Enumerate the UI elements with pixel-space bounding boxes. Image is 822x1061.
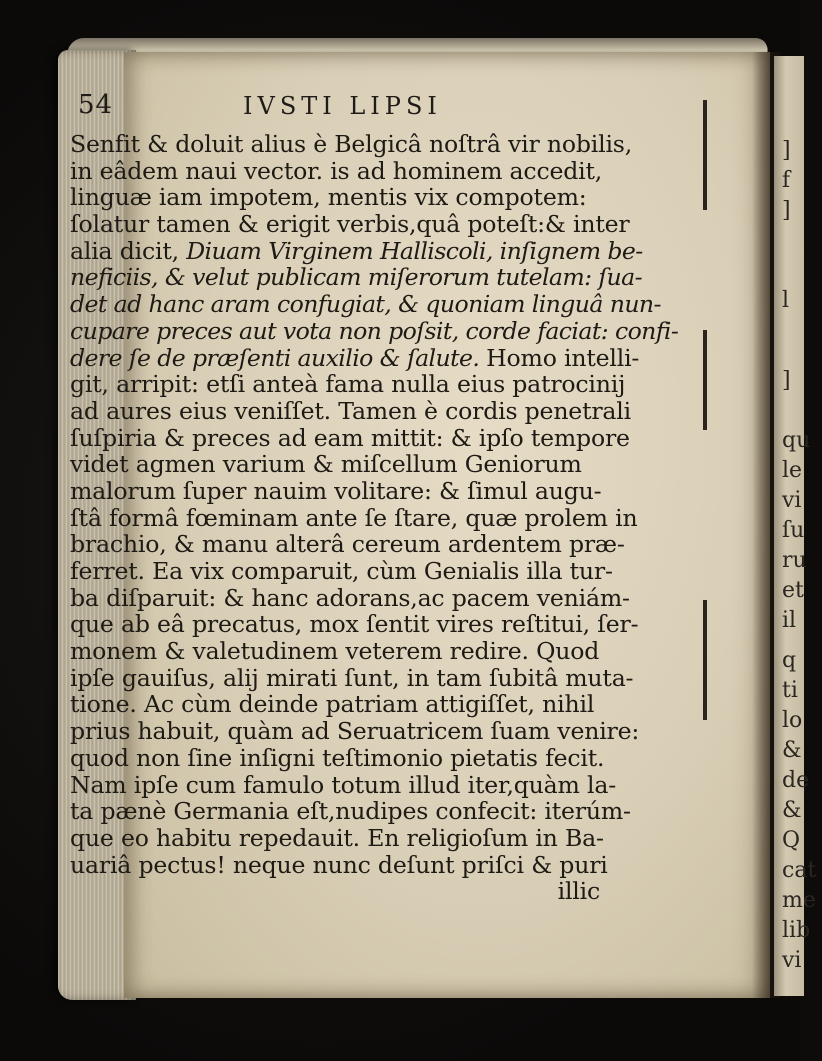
text-segment: malorum ſuper nauim volitare: & ſimul augu- xyxy=(70,476,602,505)
text-segment: cupare preces aut vota non poſsit, corde faciat: confi- xyxy=(70,316,679,345)
text-segment: videt agmen varium & miſcellum Geniorum xyxy=(70,450,582,479)
text-line xyxy=(70,505,710,532)
facing-text-fragment: il xyxy=(782,608,797,633)
text-line xyxy=(70,211,710,238)
facing-page-sliver xyxy=(774,56,817,996)
text-segment: ba diſparuit: & hanc adorans,ac pacem veniám- xyxy=(70,583,630,612)
text-line xyxy=(70,478,710,505)
text-line xyxy=(70,638,710,665)
facing-text-fragment: et xyxy=(782,578,804,603)
text-segment: que ab eâ precatus, mox ſentit vires reſtitui, ſer- xyxy=(70,610,639,639)
text-segment: ſuſpiria & preces ad eam mittit: & ipſo tempore xyxy=(70,423,630,452)
text-segment: ipſe gauiſus, alij mirati ſunt, in tam ſubitâ muta- xyxy=(70,663,634,692)
text-line xyxy=(70,238,710,265)
text-segment: neficiis, & velut publicam miſerorum tutelam: ſua- xyxy=(70,263,642,292)
text-segment: ſolatur tamen & erigit verbis,quâ poteſt:& inter xyxy=(70,210,630,239)
text-segment: linguæ iam impotem, mentis vix compotem: xyxy=(70,183,587,212)
text-segment: que eo habitu repedauit. En religioſum in Ba- xyxy=(70,823,604,852)
facing-text-fragment: lib xyxy=(782,918,811,943)
text-segment: ta pænè Germania eſt,nudipes confecit: iterúm- xyxy=(70,797,631,826)
facing-text-fragment: ] xyxy=(782,368,791,393)
text-segment: dere ſe de præſenti auxilio & ſalute. xyxy=(70,343,487,372)
text-line xyxy=(70,531,710,558)
text-line xyxy=(70,398,710,425)
facing-text-fragment: ] xyxy=(782,198,791,223)
text-line xyxy=(70,345,710,372)
page-header xyxy=(78,90,598,130)
text-segment: Senfit & doluit alius è Belgicâ noſtrâ vir nobilis, xyxy=(70,130,633,158)
text-line xyxy=(70,184,710,211)
facing-text-fragment: & xyxy=(782,798,802,823)
text-line xyxy=(70,318,710,345)
text-segment: prius habuit, quàm ad Seruatricem ſuam venire: xyxy=(70,717,640,746)
text-line xyxy=(70,611,710,638)
text-segment: ad aures eius veniſſet. Tamen è cordis penetrali xyxy=(70,396,631,425)
text-segment: ſtâ formâ fœminam ante ſe ſtare, quæ prolem in xyxy=(70,503,638,532)
facing-text-fragment: me xyxy=(782,888,816,913)
text-segment: in eâdem naui vector. is ad hominem accedit, xyxy=(70,156,603,185)
facing-text-fragment: lo xyxy=(782,708,803,733)
text-line xyxy=(70,665,710,692)
text-line xyxy=(70,558,710,585)
text-line xyxy=(70,691,710,718)
text-segment: git, arripit: etſi anteà fama nulla eius patrocinij xyxy=(70,370,626,399)
facing-text-fragment: qu xyxy=(782,428,811,453)
facing-text-fragment: Q xyxy=(782,828,801,853)
text-line xyxy=(70,451,710,478)
facing-text-fragment: f xyxy=(782,168,791,193)
text-line xyxy=(70,158,710,185)
text-line xyxy=(70,825,710,852)
text-line xyxy=(70,425,710,452)
text-line xyxy=(70,585,710,612)
body-text xyxy=(70,131,710,905)
facing-text-fragment: vi xyxy=(782,948,802,973)
running-head: IVSTI LIPSI xyxy=(243,92,442,120)
facing-text-fragment: ti xyxy=(782,678,798,703)
catchword: illic xyxy=(557,877,600,906)
text-segment: det ad hanc aram confugiat, & quoniam linguâ nun- xyxy=(70,290,661,319)
text-line xyxy=(70,852,710,879)
text-segment: Homo intelli- xyxy=(486,343,640,372)
facing-text-fragment: ru xyxy=(782,548,807,573)
text-line xyxy=(70,718,710,745)
text-segment: ferret. Ea vix comparuit, cùm Genialis illa tur- xyxy=(70,557,613,585)
text-line xyxy=(70,371,710,398)
text-line xyxy=(70,131,710,158)
facing-page-text-fragments xyxy=(782,56,822,996)
page-number: 54 xyxy=(78,90,114,120)
text-line xyxy=(70,772,710,799)
facing-text-fragment: ] xyxy=(782,138,791,163)
facing-text-fragment: l xyxy=(782,288,790,313)
text-segment: uariâ pectus! neque nunc deſunt priſci & puri xyxy=(70,850,608,879)
text-segment: monem & valetudinem veterem redire. Quod xyxy=(70,637,600,666)
text-line xyxy=(70,745,710,772)
text-line xyxy=(70,291,710,318)
text-line xyxy=(70,264,710,291)
text-segment: brachio, & manu alterâ cereum ardentem præ- xyxy=(70,530,625,559)
facing-text-fragment: & xyxy=(782,738,802,763)
text-segment: tione. Ac cùm deinde patriam attigiſſet, nihil xyxy=(70,690,595,719)
facing-text-fragment: ſu xyxy=(782,518,805,543)
text-segment: quod non ſine inſigni teſtimonio pietatis fecit. xyxy=(70,743,605,772)
text-line xyxy=(70,798,710,825)
text-segment: Diuam Virginem Halliscoli, inſignem be- xyxy=(186,236,643,265)
text-segment: alia dicit, xyxy=(70,236,187,265)
facing-text-fragment: cat xyxy=(782,858,817,883)
facing-text-fragment: le xyxy=(782,458,803,483)
text-segment: Nam ipſe cum famulo totum illud iter,quàm la- xyxy=(70,770,616,799)
facing-text-fragment: q xyxy=(782,648,797,673)
facing-text-fragment: de xyxy=(782,768,810,793)
facing-text-fragment: vi xyxy=(782,488,802,513)
